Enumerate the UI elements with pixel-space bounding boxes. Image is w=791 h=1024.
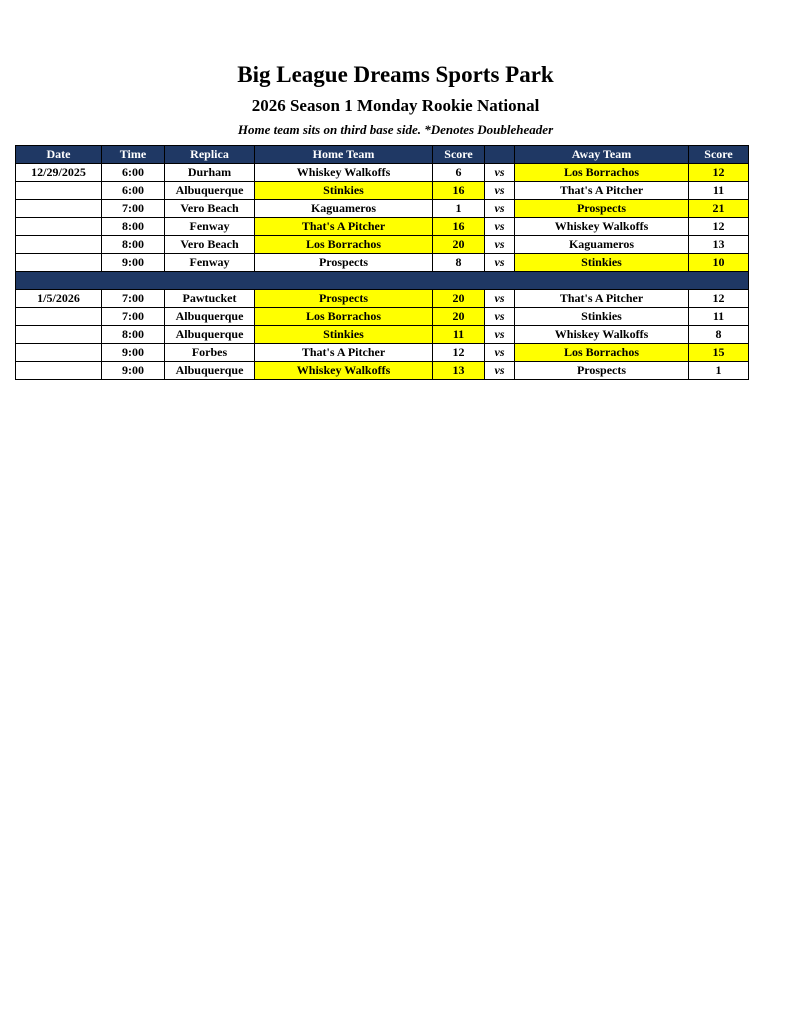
home-team-cell: Stinkies — [255, 326, 433, 344]
date-cell — [16, 218, 102, 236]
date-cell — [16, 236, 102, 254]
time-cell: 8:00 — [102, 218, 165, 236]
separator-cell — [16, 272, 749, 290]
away-team-cell: Los Borrachos — [515, 344, 689, 362]
table-header-row — [16, 146, 749, 164]
away-team-cell: Stinkies — [515, 308, 689, 326]
home-score-cell: 12 — [433, 344, 485, 362]
header-home-team: Home Team — [255, 146, 433, 164]
vs-label: vs — [485, 236, 515, 254]
away-score-cell: 15 — [689, 344, 749, 362]
game-row — [16, 362, 749, 380]
game-row — [16, 344, 749, 362]
away-team-cell: Prospects — [515, 362, 689, 380]
replica-cell: Forbes — [165, 344, 255, 362]
time-cell: 7:00 — [102, 290, 165, 308]
home-team-cell: That's A Pitcher — [255, 218, 433, 236]
home-team-cell: Whiskey Walkoffs — [255, 164, 433, 182]
replica-cell: Albuquerque — [165, 308, 255, 326]
replica-cell: Fenway — [165, 218, 255, 236]
away-team-cell: Stinkies — [515, 254, 689, 272]
away-score-cell: 21 — [689, 200, 749, 218]
away-score-cell: 12 — [689, 164, 749, 182]
away-team-cell: Whiskey Walkoffs — [515, 326, 689, 344]
replica-cell: Vero Beach — [165, 236, 255, 254]
away-score-cell: 1 — [689, 362, 749, 380]
home-score-cell: 8 — [433, 254, 485, 272]
time-cell: 8:00 — [102, 326, 165, 344]
time-cell: 6:00 — [102, 164, 165, 182]
away-team-cell: Prospects — [515, 200, 689, 218]
home-team-cell: Prospects — [255, 290, 433, 308]
vs-label: vs — [485, 164, 515, 182]
home-score-cell: 11 — [433, 326, 485, 344]
date-cell — [16, 308, 102, 326]
replica-cell: Albuquerque — [165, 326, 255, 344]
date-cell — [16, 362, 102, 380]
page-note: Home team sits on third base side. *Denotes Doubleheader — [237, 122, 554, 138]
game-row — [16, 200, 749, 218]
game-row — [16, 308, 749, 326]
date-cell — [16, 200, 102, 218]
vs-label: vs — [485, 362, 515, 380]
game-row — [16, 254, 749, 272]
away-team-cell: Kaguameros — [515, 236, 689, 254]
vs-label: vs — [485, 326, 515, 344]
vs-label: vs — [485, 254, 515, 272]
page-subtitle: 2026 Season 1 Monday Rookie National — [251, 96, 540, 116]
game-row — [16, 218, 749, 236]
date-cell — [16, 344, 102, 362]
game-row — [16, 182, 749, 200]
vs-label: vs — [485, 290, 515, 308]
time-cell: 9:00 — [102, 344, 165, 362]
replica-cell: Albuquerque — [165, 182, 255, 200]
away-team-cell: That's A Pitcher — [515, 182, 689, 200]
header-home-score: Score — [433, 146, 485, 164]
date-separator-row — [16, 272, 749, 290]
header-vs-spacer — [485, 146, 515, 164]
replica-cell: Fenway — [165, 254, 255, 272]
away-score-cell: 11 — [689, 182, 749, 200]
replica-cell: Pawtucket — [165, 290, 255, 308]
schedule-table — [15, 145, 749, 380]
home-score-cell: 20 — [433, 290, 485, 308]
vs-label: vs — [485, 218, 515, 236]
home-score-cell: 20 — [433, 236, 485, 254]
home-score-cell: 16 — [433, 218, 485, 236]
time-cell: 8:00 — [102, 236, 165, 254]
away-score-cell: 12 — [689, 290, 749, 308]
game-row — [16, 290, 749, 308]
date-cell — [16, 326, 102, 344]
time-cell: 9:00 — [102, 254, 165, 272]
header-replica: Replica — [165, 146, 255, 164]
time-cell: 6:00 — [102, 182, 165, 200]
away-team-cell: Whiskey Walkoffs — [515, 218, 689, 236]
away-score-cell: 8 — [689, 326, 749, 344]
game-row — [16, 326, 749, 344]
away-score-cell: 11 — [689, 308, 749, 326]
time-cell: 9:00 — [102, 362, 165, 380]
time-cell: 7:00 — [102, 200, 165, 218]
home-score-cell: 16 — [433, 182, 485, 200]
date-cell — [16, 254, 102, 272]
replica-cell: Albuquerque — [165, 362, 255, 380]
away-score-cell: 10 — [689, 254, 749, 272]
page-title: Big League Dreams Sports Park — [237, 62, 554, 87]
replica-cell: Vero Beach — [165, 200, 255, 218]
date-cell: 1/5/2026 — [16, 290, 102, 308]
home-team-cell: Kaguameros — [255, 200, 433, 218]
home-score-cell: 13 — [433, 362, 485, 380]
game-row — [16, 236, 749, 254]
home-team-cell: Los Borrachos — [255, 236, 433, 254]
vs-label: vs — [485, 344, 515, 362]
header-away-score: Score — [689, 146, 749, 164]
header-date: Date — [16, 146, 102, 164]
time-cell: 7:00 — [102, 308, 165, 326]
vs-label: vs — [485, 308, 515, 326]
home-score-cell: 20 — [433, 308, 485, 326]
away-score-cell: 12 — [689, 218, 749, 236]
home-team-cell: Prospects — [255, 254, 433, 272]
home-score-cell: 6 — [433, 164, 485, 182]
home-team-cell: That's A Pitcher — [255, 344, 433, 362]
replica-cell: Durham — [165, 164, 255, 182]
home-score-cell: 1 — [433, 200, 485, 218]
vs-label: vs — [485, 182, 515, 200]
game-row — [16, 164, 749, 182]
date-cell: 12/29/2025 — [16, 164, 102, 182]
header-away-team: Away Team — [515, 146, 689, 164]
home-team-cell: Los Borrachos — [255, 308, 433, 326]
away-team-cell: That's A Pitcher — [515, 290, 689, 308]
away-team-cell: Los Borrachos — [515, 164, 689, 182]
header-time: Time — [102, 146, 165, 164]
away-score-cell: 13 — [689, 236, 749, 254]
vs-label: vs — [485, 200, 515, 218]
date-cell — [16, 182, 102, 200]
home-team-cell: Whiskey Walkoffs — [255, 362, 433, 380]
home-team-cell: Stinkies — [255, 182, 433, 200]
